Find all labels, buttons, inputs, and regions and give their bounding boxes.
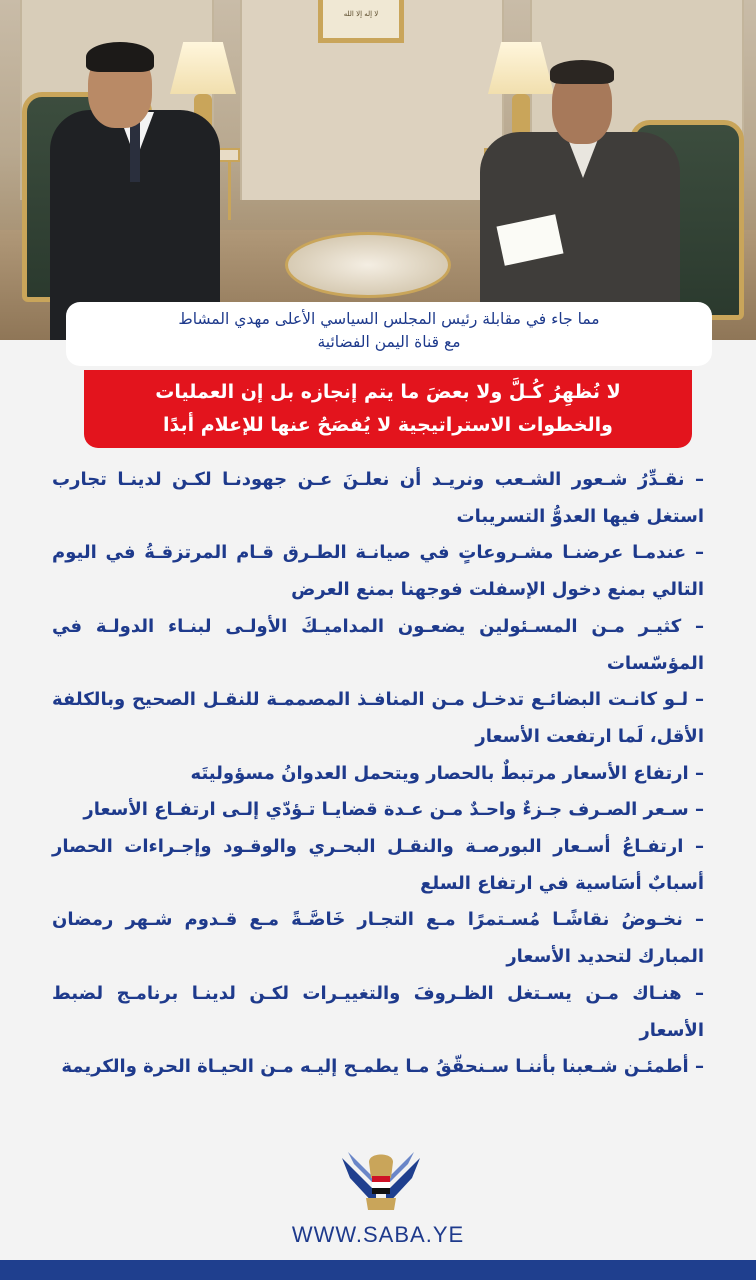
quote-point: – أطمئـن شـعبنا بأننـا سـنحقّقُ مـا يطمـح إليـه مـن الحيـاة الحرة والكريمة [61,1056,704,1078]
quote-point: – هنـاك مـن يسـتغل الظـروفَ والتغييـرات لكـن لدينـا برنامـج لضبط الأسعار [52,982,704,1041]
saba-logo-icon [336,1148,426,1216]
quote-point: – نقـدِّرُ شـعور الشـعب ونريـد أن نعلـنَ عـن جهودنـا لكـن لدينـا تجارب استغل فيها العدوُّ التسريبات [52,469,704,527]
caption-box [66,302,712,366]
quote-points [52,462,704,1086]
quote-point: – سـعر الصـرف جـزءٌ واحـدٌ مـن عـدة قضايـا تـؤدّي إلـى ارتفـاع الأسعار [83,799,704,821]
quote-point: – نخـوضُ نقاشًـا مُسـتمرًا مـع التجـار خَاصَّـةً مـع قـدوم شـهر رمضان المبارك لتحديد الأسعار [52,909,704,968]
table-leg [228,160,231,220]
quote-point: – ارتفـاعُ أسـعار البورصـة والنقـل البحـري والوقـود وإجـراءات الحصار أسبابٌ أسَاسية في ارتفاع السلع [52,836,704,894]
headline-banner [84,370,692,448]
caption-line-1: مما جاء في مقابلة رئيس المجلس السياسي الأعلى مهدي المشاط [178,310,600,328]
headline-line-1: لا نُظهِرُ كُـلَّ ولا بعضَ ما يتم إنجازه بل إن العمليات [155,381,621,403]
website-link[interactable]: WWW.SABA.YE [291,1222,465,1247]
calligraphy-frame [318,0,404,43]
caption-line-2: مع قناة اليمن الفضائية [317,333,461,351]
quote-point: – لـو كانـت البضائـع تدخـل مـن المنافـذ المصممـة للنقـل الصحيح وبالكلفة الأقل، لَما ارتفعت الأسعار [52,689,704,747]
quote-point: – ارتفاع الأسعار مرتبطٌ بالحصار ويتحمل العدوانُ مسؤوليتَه [190,762,704,784]
frame-text: لا إله إلا الله [343,10,379,18]
interview-photo [0,0,756,340]
quote-point: – كثيـر مـن المسـئولين يضعـون المداميـكَ الأولـى لبنـاء الدولـة في المؤسّسات [52,615,704,674]
lamp-base [512,94,530,136]
headline-line-2: والخطوات الاستراتيجية لا يُفصَحُ عنها للإعلام أبدًا [163,414,613,436]
coffee-table [285,232,451,298]
quote-point: – عندمـا عرضنـا مشـروعاتٍ في صيانـة الطـرق قـام المرتزقـةُ في اليوم التالي بمنع دخول الإسفلت فوجهنا بمنع العرض [52,542,704,601]
footer-bar [0,1260,756,1280]
